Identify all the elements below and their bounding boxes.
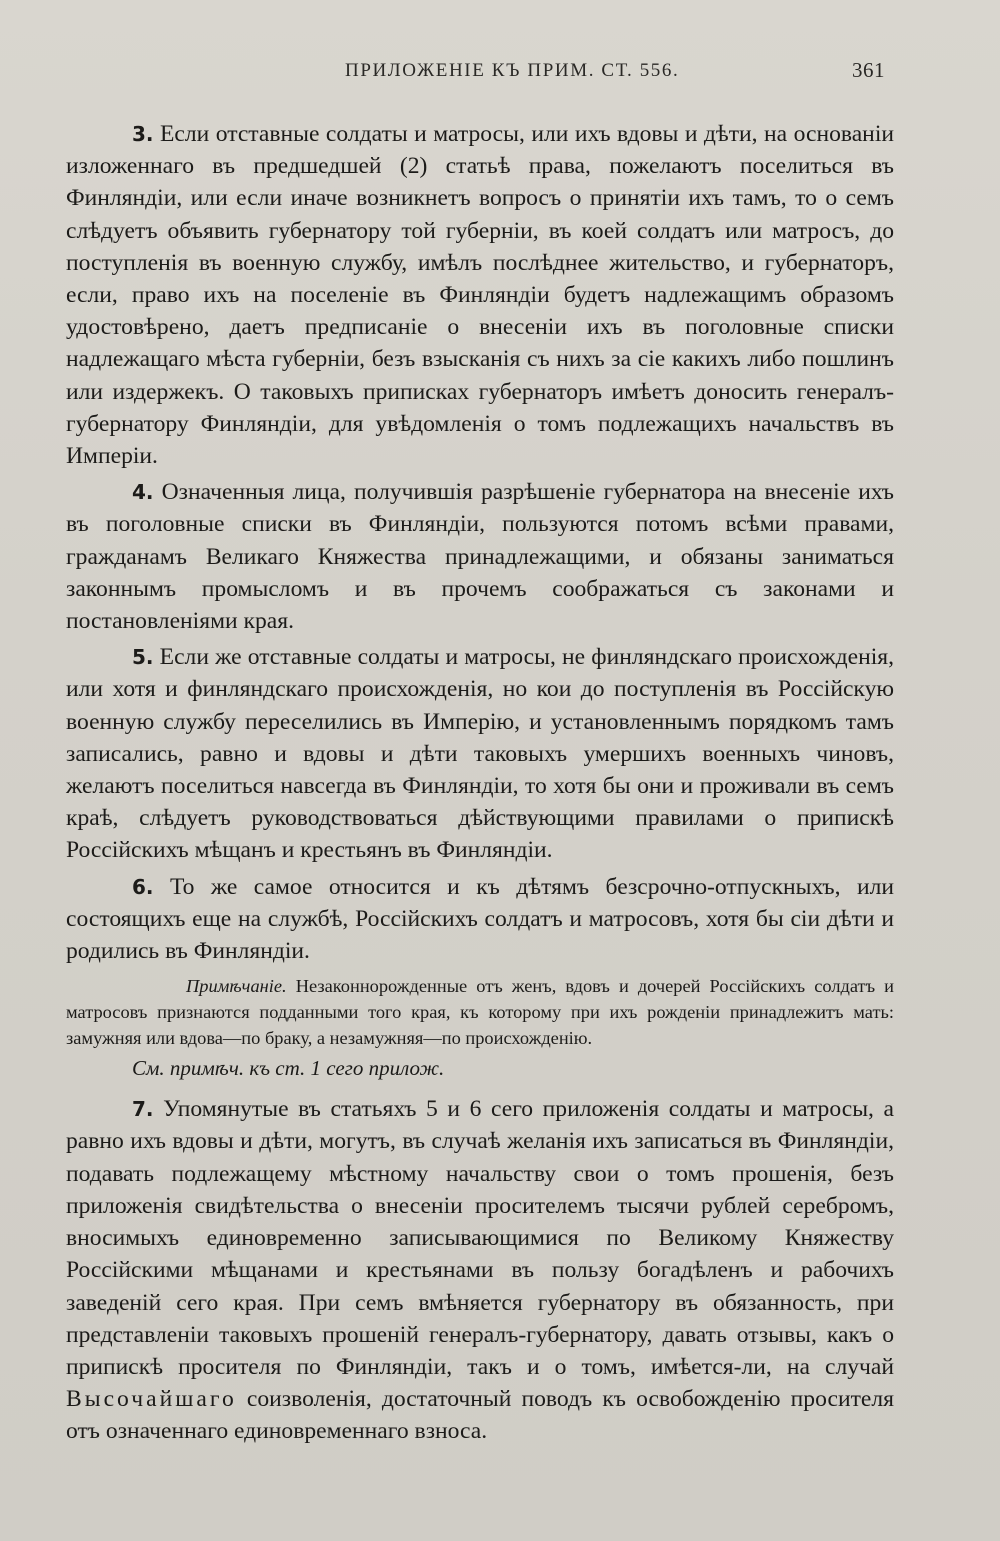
article-text: То же самое относится и къ дѣтямъ безсрочно-отпускныхъ, или состоящихъ еще на службѣ, Россійскихъ солдатъ и матросовъ, хотя бы сіи дѣти и родились въ Финляндіи. [66, 873, 894, 965]
article-number: 6. [132, 874, 154, 899]
article-text: Если же отставные солдаты и матросы, не финляндскаго происхожденія, или хотя и финляндскаго происхожденія, но кои до поступленія въ Россійскую военную службу переселились въ Имперію, и установленнымъ порядкомъ тамъ записались, равно и вдовы и дѣти таковыхъ умершихъ военныхъ чиновъ, желаютъ поселиться навсегда въ Финляндіи, то хотя бы они и проживали въ семъ краѣ, слѣдуетъ руководствоваться дѣйствующими правилами о припискѣ Россійскихъ мѣщанъ и крестьянъ въ Финляндіи. [66, 644, 894, 864]
article-7 [66, 1093, 894, 1447]
emphasized-word: Высочайшаго [66, 1386, 237, 1413]
page-body [66, 118, 894, 1452]
article-number: 7. [132, 1097, 154, 1122]
cross-reference: См. примѣч. къ ст. 1 сего прилож. [132, 1056, 445, 1081]
article-text: Если отставные солдаты и матросы, или ихъ вдовы и дѣти, на основаніи изложеннаго въ предшедшей (2) статьѣ права, пожелаютъ поселиться въ Финляндіи, или если иначе возникнетъ вопросъ о принятіи ихъ тамъ, то о семъ слѣдуетъ объявить губернатору той губерніи, въ коей солдатъ или матросъ, до поступленія въ военную службу, имѣлъ послѣднее жительство, и губернаторъ, если, право ихъ на поселеніе въ Финляндіи будетъ надлежащимъ образомъ удостовѣрено, даетъ предписаніе о внесеніи ихъ въ поголовные списки надлежащаго мѣста губерніи, безъ взысканія съ нихъ за сіе какихъ либо пошлинъ или издержекъ. О таковыхъ приписках губернаторъ имѣетъ доносить генералъ-губернатору Финляндіи, для увѣдомленія о томъ подлежащихъ начальствъ въ Имперіи. [66, 121, 894, 470]
article-text-start: Упомянутые въ статьяхъ 5 и 6 сего приложенія солдаты и матросы, а равно ихъ вдовы и дѣти, могутъ, въ случаѣ желанія ихъ записаться въ Финляндіи, подавать подлежащему мѣстному начальству свои о томъ прошенія, безъ приложенія свидѣтельства о внесеніи просителемъ тысячи рублей серебромъ, вносимыхъ единовременно записывающимися по Великому Княжеству Россійскими мѣщанами и крестьянами въ пользу богадѣленъ и рабочихъ заведеній сего края. При семъ вмѣняется губернатору въ обязанность, при представленіи таковыхъ прошеній генералъ-губернатору, давать отзывы, какъ о припискѣ просителя по Финляндіи, такъ и о томъ, имѣется-ли, на случай [66, 1096, 894, 1380]
article-text-end: соизволенія, достаточный поводъ къ освобожденію просителя отъ означеннаго единовременнаго взноса. [66, 1386, 894, 1445]
running-title: ПРИЛОЖЕНІЕ КЪ ПРИМ. СТ. 556. [345, 60, 680, 81]
page-number: 361 [852, 58, 885, 82]
article-6 [66, 871, 894, 968]
article-5 [66, 641, 894, 866]
note-label: Примѣчаніе. [186, 976, 287, 997]
note-text: Незаконнорожденные отъ женъ, вдовъ и дочерей Россійскихъ солдатъ и матросовъ признаются подданными того края, къ которому при ихъ рожденіи принадлежитъ мать: замужняя или вдова—по браку, а незамужняя—по происхожденію. [66, 976, 894, 1049]
article-4 [66, 476, 894, 637]
article-number: 5. [132, 645, 154, 670]
article-number: 3. [132, 122, 154, 146]
article-3 [66, 118, 894, 472]
footnote-remark [66, 973, 894, 1051]
article-text: Означенныя лица, получившія разрѣшеніе губернатора на внесеніе ихъ въ поголовные списки въ Финляндіи, пользуются потомъ всѣми правами, гражданамъ Великаго Княжества принадлежащими, и обязаны заниматься законнымъ промысломъ и въ прочемъ соображаться съ законами и постановленіями края. [66, 479, 894, 635]
article-number: 4. [132, 480, 154, 505]
